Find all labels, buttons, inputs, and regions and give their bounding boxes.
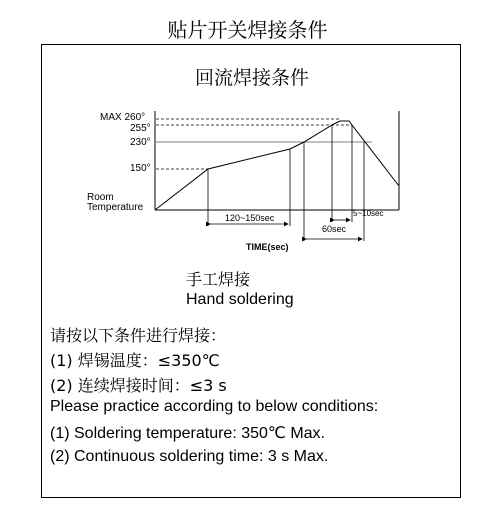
condition-temp-en: (1) Soldering temperature: 350℃ Max. (50, 425, 325, 442)
condition-time-en: (2) Continuous soldering time: 3 s Max. (50, 448, 329, 465)
page-title: 贴片开关焊接条件 (167, 18, 328, 42)
duration-60: 60sec (322, 224, 347, 234)
duration-120-150: 120~150sec (225, 213, 275, 223)
hand-soldering-title-cn: 手工焊接 (186, 270, 251, 289)
room-temp-label-1: Room (87, 192, 114, 203)
reflow-curve (155, 121, 399, 210)
hand-soldering-title-en: Hand soldering (186, 291, 294, 308)
temp-label-150: 150° (130, 163, 151, 174)
temp-label-max: MAX 260° (100, 112, 146, 123)
condition-temp-cn: (1) 焊锡温度：≤350℃ (50, 351, 220, 370)
temp-label-230: 230° (130, 137, 151, 148)
temp-label-255: 255° (130, 123, 151, 134)
room-temp-label-2: Temperature (87, 202, 144, 213)
x-axis-label: TIME(sec) (246, 242, 289, 252)
conditions-heading-en: Please practice according to below conditions: (50, 398, 379, 415)
condition-time-cn: (2) 连续焊接时间：≤3 s (50, 376, 227, 395)
soldering-conditions-frame (41, 44, 461, 498)
reflow-title: 回流焊接条件 (194, 67, 309, 89)
conditions-heading-cn: 请按以下条件进行焊接： (50, 326, 227, 345)
reflow-profile-diagram (42, 45, 462, 260)
duration-5-10: 5~10sec (353, 209, 384, 218)
